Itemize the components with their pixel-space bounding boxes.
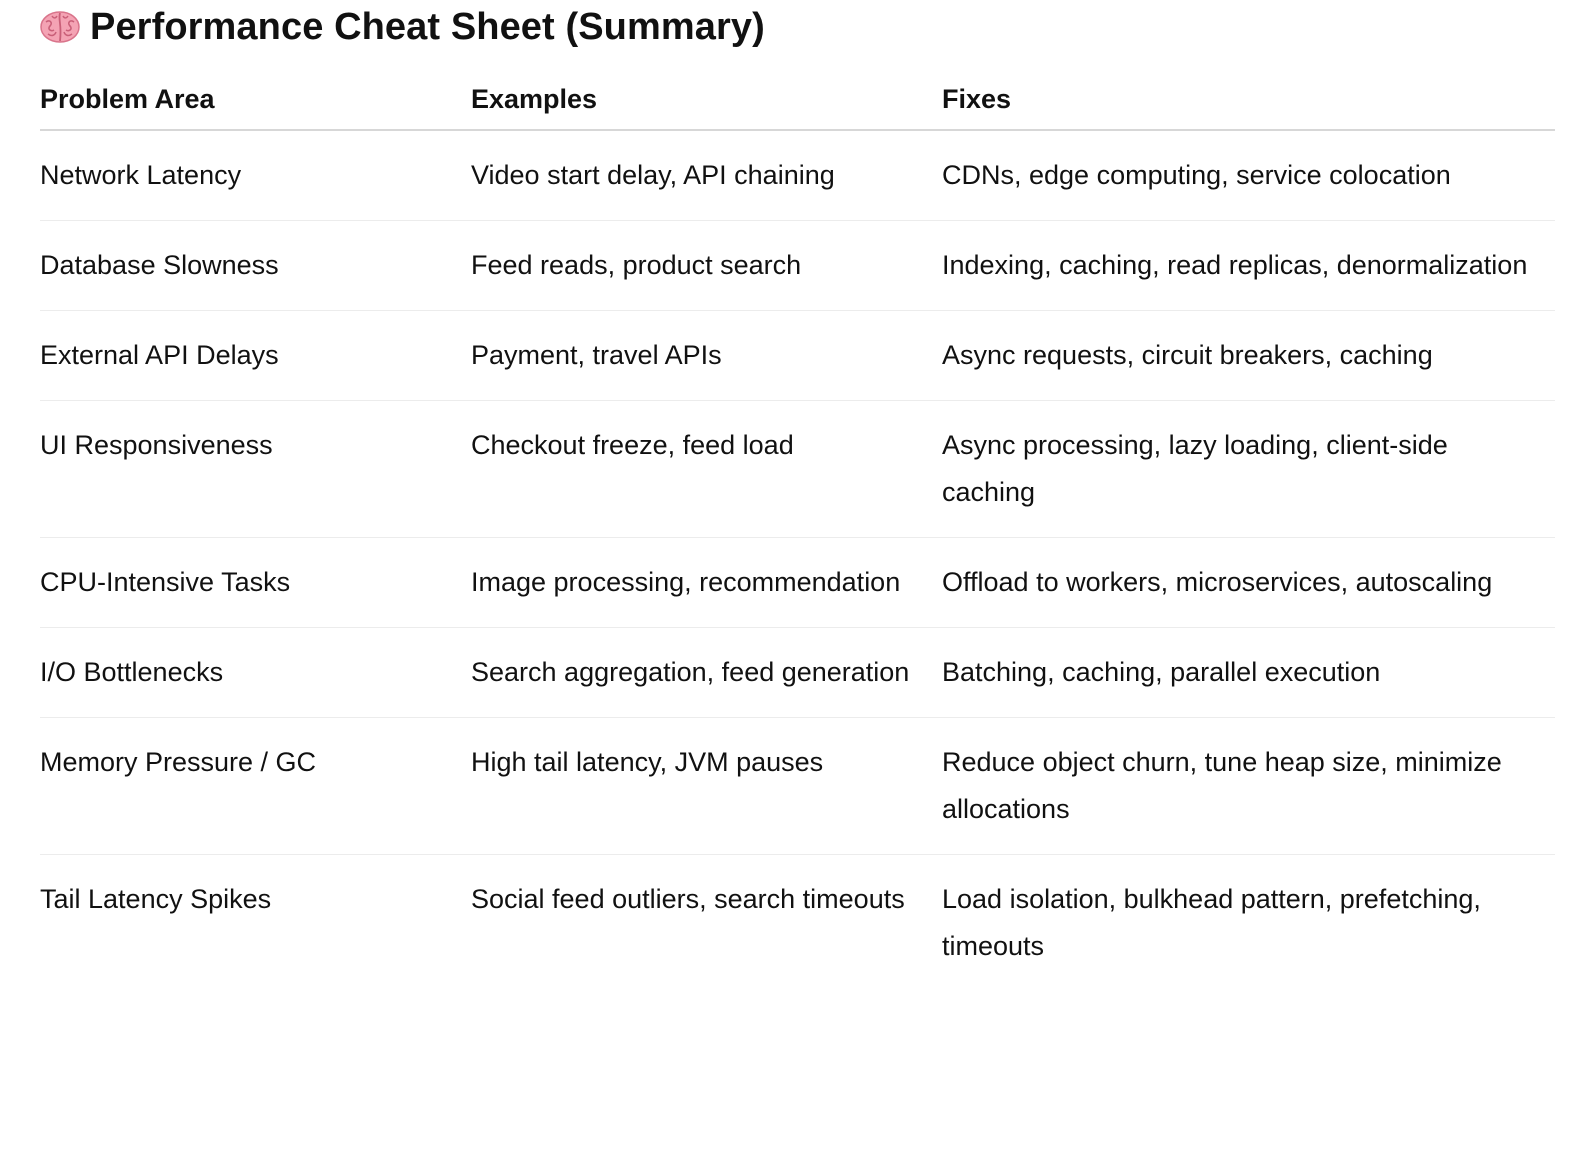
problem-area-cell: Database Slowness — [40, 221, 471, 311]
table-row — [40, 401, 1555, 538]
fixes-cell: Async requests, circuit breakers, caching — [942, 311, 1555, 401]
table-row — [40, 130, 1555, 221]
fixes-cell: Indexing, caching, read replicas, denormalization — [942, 221, 1555, 311]
table-row — [40, 855, 1555, 992]
problem-area-cell: UI Responsiveness — [40, 401, 471, 538]
examples-cell: Feed reads, product search — [471, 221, 942, 311]
problem-area-cell: I/O Bottlenecks — [40, 628, 471, 718]
fixes-cell: Batching, caching, parallel execution — [942, 628, 1555, 718]
table-row — [40, 538, 1555, 628]
examples-cell: Search aggregation, feed generation — [471, 628, 942, 718]
brain-icon — [40, 10, 80, 44]
cheat-sheet-table — [40, 74, 1555, 991]
title-row — [40, 0, 1555, 54]
fixes-cell: Reduce object churn, tune heap size, minimize allocations — [942, 718, 1555, 855]
fixes-cell: Async processing, lazy loading, client-side caching — [942, 401, 1555, 538]
column-header-fixes: Fixes — [942, 74, 1555, 130]
fixes-cell: Load isolation, bulkhead pattern, prefetching, timeouts — [942, 884, 1481, 961]
problem-area-cell: Tail Latency Spikes — [40, 884, 272, 914]
table-row — [40, 628, 1555, 718]
table-row — [40, 311, 1555, 401]
examples-cell: Payment, travel APIs — [471, 311, 942, 401]
examples-cell: Social feed outliers, search timeouts — [471, 884, 905, 914]
examples-cell: High tail latency, JVM pauses — [471, 718, 942, 855]
cheat-sheet-page — [40, 0, 1555, 991]
table-row — [40, 221, 1555, 311]
problem-area-cell: CPU-Intensive Tasks — [40, 538, 471, 628]
fixes-cell: CDNs, edge computing, service colocation — [942, 130, 1555, 221]
fixes-cell: Offload to workers, microservices, autoscaling — [942, 538, 1555, 628]
table-header-row — [40, 74, 1555, 130]
examples-cell: Image processing, recommendation — [471, 538, 942, 628]
page-title: Performance Cheat Sheet (Summary) — [90, 5, 765, 48]
column-header-examples: Examples — [471, 74, 942, 130]
column-header-problem-area: Problem Area — [40, 74, 471, 130]
examples-cell: Checkout freeze, feed load — [471, 401, 942, 538]
examples-cell: Video start delay, API chaining — [471, 130, 942, 221]
table-row — [40, 718, 1555, 855]
problem-area-cell: Memory Pressure / GC — [40, 718, 471, 855]
problem-area-cell: External API Delays — [40, 311, 471, 401]
problem-area-cell: Network Latency — [40, 130, 471, 221]
